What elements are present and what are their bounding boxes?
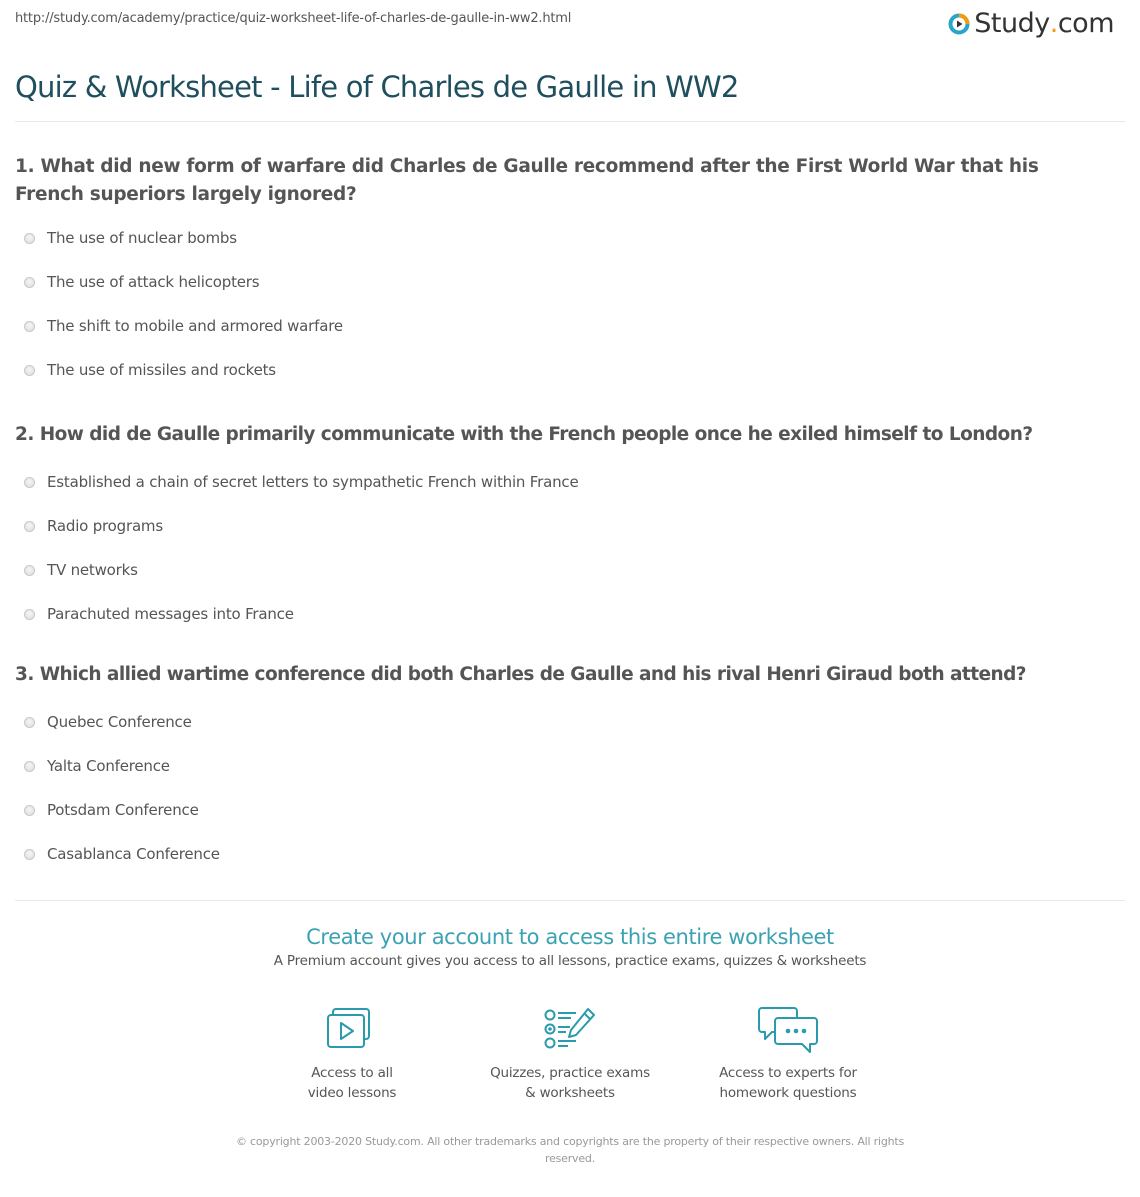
title-divider: [15, 121, 1125, 122]
radio-button[interactable]: [24, 761, 35, 772]
radio-button[interactable]: [24, 477, 35, 488]
choice-label: Yalta Conference: [47, 757, 170, 775]
answer-choices: [15, 460, 1100, 636]
answer-choice[interactable]: [15, 832, 1100, 876]
radio-button[interactable]: [24, 321, 35, 332]
answer-choices: [15, 216, 1100, 392]
radio-button[interactable]: [24, 849, 35, 860]
answer-choice[interactable]: [15, 548, 1100, 592]
choice-label: The use of nuclear bombs: [47, 229, 237, 247]
choice-label: Quebec Conference: [47, 713, 192, 731]
choice-label: The shift to mobile and armored warfare: [47, 317, 343, 335]
video-lessons-icon: [320, 1005, 384, 1057]
choice-label: Potsdam Conference: [47, 801, 199, 819]
radio-button[interactable]: [24, 365, 35, 376]
question-text: 2. How did de Gaulle primarily communicate with the French people once he exiled himself to London?: [15, 424, 1033, 445]
cta-title-link[interactable]: Create your account to access this entire worksheet: [306, 925, 834, 949]
study-logo[interactable]: [948, 8, 1114, 39]
question-2: [15, 421, 1100, 636]
choice-label: The use of attack helicopters: [47, 273, 260, 291]
radio-button[interactable]: [24, 521, 35, 532]
logo-dot: .: [1049, 8, 1058, 39]
chat-bubbles-icon: [756, 1005, 820, 1057]
feature-label-line1: Access to all: [311, 1065, 393, 1081]
radio-button[interactable]: [24, 565, 35, 576]
cta-divider: [15, 900, 1125, 901]
answer-choice[interactable]: [15, 700, 1100, 744]
choice-label: Radio programs: [47, 517, 163, 535]
answer-choice[interactable]: [15, 304, 1100, 348]
answer-choice[interactable]: [15, 260, 1100, 304]
choice-label: Established a chain of secret letters to sympathetic French within France: [47, 473, 579, 491]
choice-label: Parachuted messages into France: [47, 605, 294, 623]
answer-choice[interactable]: [15, 504, 1100, 548]
feature-list: [0, 1005, 1140, 1103]
answer-choice[interactable]: [15, 216, 1100, 260]
signup-cta: [0, 922, 1140, 969]
choice-label: The use of missiles and rockets: [47, 361, 276, 379]
feature-label-line1: Access to experts for: [719, 1065, 857, 1081]
feature-experts: [679, 1005, 897, 1103]
answer-choice[interactable]: [15, 788, 1100, 832]
copyright-notice: © copyright 2003-2020 Study.com. All other trademarks and copyrights are the property of their respective owners. All rights reserved.: [235, 1135, 905, 1165]
logo-suffix: com: [1057, 8, 1114, 39]
choice-label: TV networks: [47, 561, 138, 579]
radio-button[interactable]: [24, 277, 35, 288]
answer-choice[interactable]: [15, 460, 1100, 504]
page-title: Quiz & Worksheet - Life of Charles de Gaulle in WW2: [15, 70, 739, 104]
answer-choice[interactable]: [15, 744, 1100, 788]
feature-quizzes: [461, 1005, 679, 1103]
play-circle-icon: [948, 13, 970, 35]
question-text: 1. What did new form of warfare did Charles de Gaulle recommend after the First World War that his French superiors largely ignored?: [15, 156, 1039, 205]
feature-label-line2: homework questions: [719, 1085, 857, 1101]
answer-choice[interactable]: [15, 348, 1100, 392]
page-url: http://study.com/academy/practice/quiz-worksheet-life-of-charles-de-gaulle-in-ww2.html: [15, 11, 572, 26]
feature-label-line1: Quizzes, practice exams: [490, 1065, 650, 1081]
question-1: [15, 153, 1100, 392]
cta-subtitle: A Premium account gives you access to all lessons, practice exams, quizzes & worksheets: [273, 953, 867, 969]
quiz-checklist-icon: [538, 1005, 602, 1057]
logo-text: Study: [974, 8, 1050, 39]
question-3: [15, 661, 1100, 876]
radio-button[interactable]: [24, 233, 35, 244]
feature-label-line2: video lessons: [307, 1085, 397, 1101]
radio-button[interactable]: [24, 805, 35, 816]
choice-label: Casablanca Conference: [47, 845, 220, 863]
answer-choice[interactable]: [15, 592, 1100, 636]
radio-button[interactable]: [24, 717, 35, 728]
feature-video-lessons: [243, 1005, 461, 1103]
radio-button[interactable]: [24, 609, 35, 620]
feature-label-line2: & worksheets: [525, 1085, 615, 1101]
answer-choices: [15, 700, 1100, 876]
question-text: 3. Which allied wartime conference did both Charles de Gaulle and his rival Henri Giraud both attend?: [15, 664, 1026, 685]
